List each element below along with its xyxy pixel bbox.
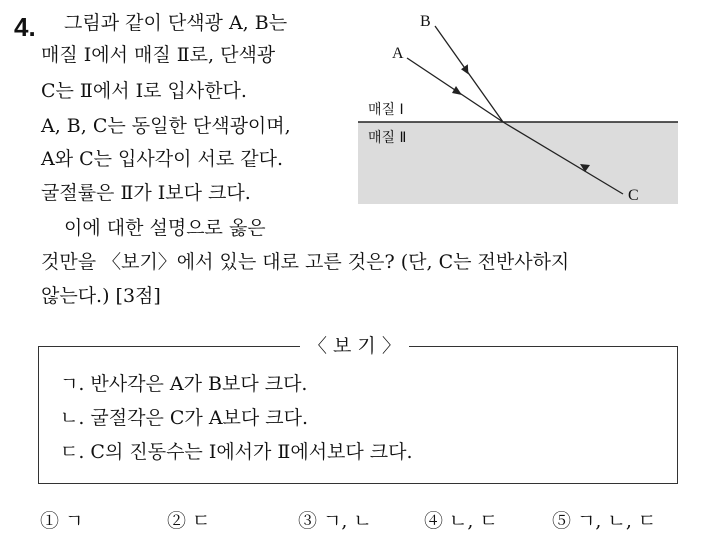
bogi-title: 〈 보 기 〉 bbox=[300, 333, 409, 359]
bogi-item-2: ㄴ. 굴절각은 C가 A보다 크다. bbox=[60, 407, 309, 429]
question-line-2: 매질 Ⅰ에서 매질 Ⅱ로, 단색광 bbox=[41, 44, 276, 66]
bogi-item-1: ㄱ. 반사각은 A가 B보다 크다. bbox=[60, 373, 308, 395]
choice-2[interactable]: ② ㄷ bbox=[167, 510, 211, 532]
choice-3[interactable]: ③ ㄱ, ㄴ bbox=[298, 510, 372, 532]
ray-a-arrow bbox=[452, 86, 462, 95]
question-line-9: 않는다.) [3점] bbox=[41, 285, 161, 307]
label-a: A bbox=[392, 45, 404, 62]
ray-b bbox=[435, 26, 503, 122]
choice-1[interactable]: ① ㄱ bbox=[40, 510, 84, 532]
question-line-3: C는 Ⅱ에서 Ⅰ로 입사한다. bbox=[41, 80, 247, 102]
choice-4[interactable]: ④ ㄴ, ㄷ bbox=[424, 510, 498, 532]
question-line-7: 이에 대한 설명으로 옳은 bbox=[64, 217, 266, 239]
choice-5[interactable]: ⑤ ㄱ, ㄴ, ㄷ bbox=[552, 510, 657, 532]
question-line-5: A와 C는 입사각이 서로 같다. bbox=[41, 148, 283, 170]
question-line-4: A, B, C는 동일한 단색광이며, bbox=[41, 115, 291, 137]
label-medium-1: 매질 Ⅰ bbox=[368, 102, 404, 118]
refraction-diagram bbox=[358, 8, 684, 208]
label-b: B bbox=[420, 13, 431, 30]
question-line-8: 것만을 〈보기〉에서 있는 대로 고른 것은? (단, C는 전반사하지 bbox=[41, 251, 570, 273]
question-number: 4. bbox=[14, 12, 36, 42]
question-line-1: 그림과 같이 단색광 A, B는 bbox=[64, 12, 288, 34]
question-line-6: 굴절률은 Ⅱ가 Ⅰ보다 크다. bbox=[41, 182, 251, 204]
label-medium-2: 매질 Ⅱ bbox=[368, 130, 407, 146]
label-c: C bbox=[628, 187, 639, 204]
bogi-item-3: ㄷ. C의 진동수는 Ⅰ에서가 Ⅱ에서보다 크다. bbox=[60, 441, 413, 463]
